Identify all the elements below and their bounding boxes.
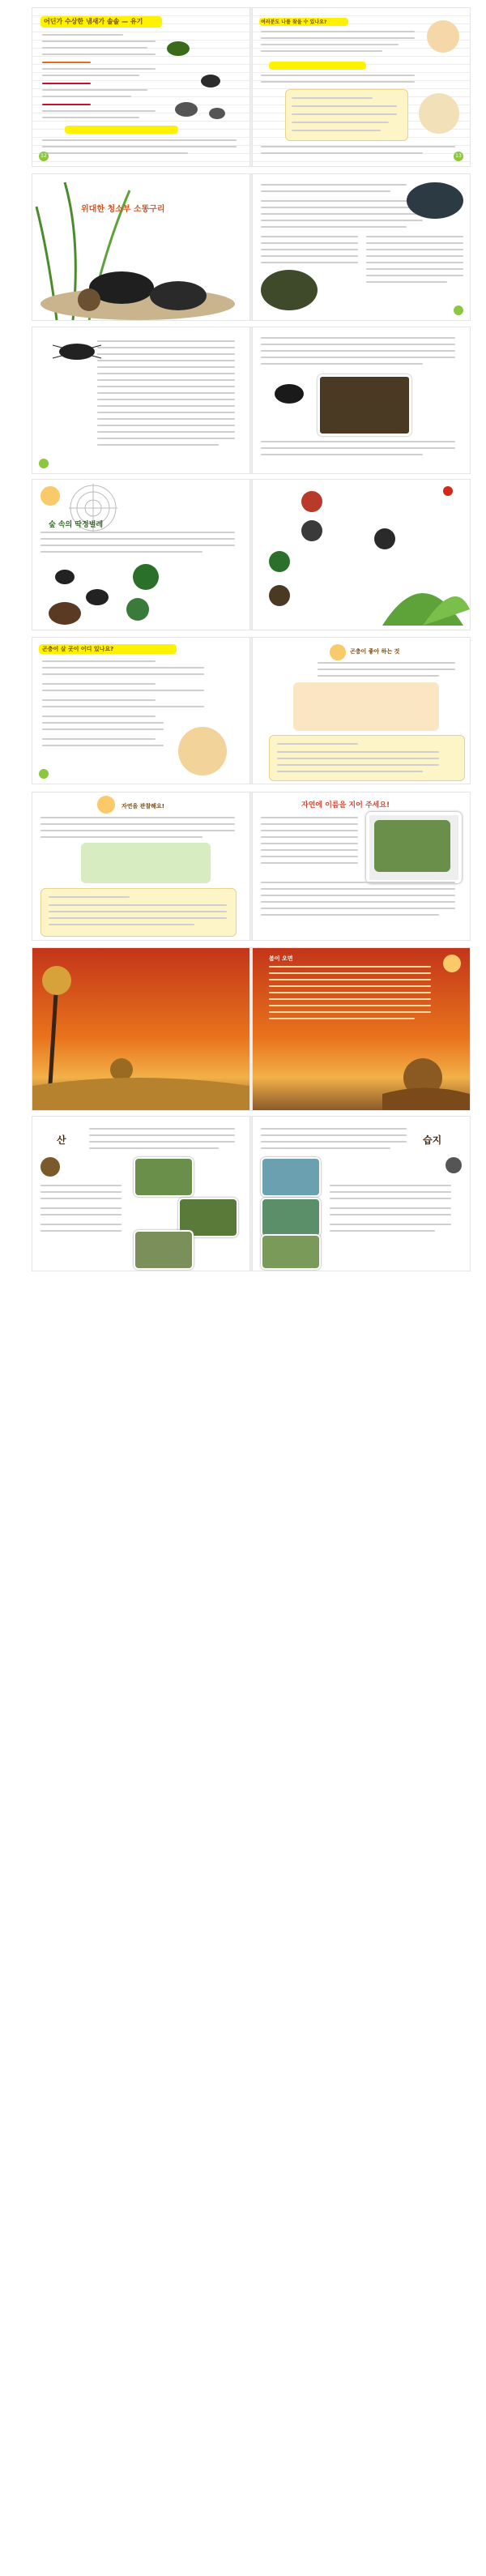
forest-floor-photo [318, 374, 411, 436]
child-writing-illustration [419, 93, 459, 134]
spread-6-left-page [32, 792, 249, 940]
page-number: 13 [454, 152, 463, 161]
spread-4-right-page [253, 480, 470, 630]
photo-frame-image [374, 820, 450, 872]
beetle-photo [261, 270, 318, 310]
beetle-specimen-photo [301, 491, 322, 512]
spread-7 [32, 948, 470, 1110]
spread-4 [32, 480, 470, 630]
leaf-illustration [374, 561, 470, 630]
spread-8-left-title: 산 [57, 1134, 66, 1146]
beetle-specimen-icon [49, 557, 235, 626]
beetle-specimen-photo [374, 528, 395, 549]
spread-3-left-page [32, 327, 249, 473]
spread-1-right-page [253, 8, 470, 166]
child-reading-illustration [427, 20, 459, 53]
spread-5-right-page [253, 638, 470, 784]
spread-6-right-title: 자연에 이름을 지어 주세요! [301, 801, 390, 810]
mountain-photo [134, 1230, 194, 1270]
tip-box [40, 888, 237, 937]
autumn-landscape-illustration [32, 948, 249, 1110]
spread-5-left-title: 곤충이 살 곳이 어디 있나요? [42, 646, 114, 652]
spread-7-left-page [32, 948, 249, 1110]
spread-8-left-page [32, 1117, 249, 1271]
spread-5 [32, 638, 470, 784]
spread-8-right-title: 습지 [423, 1134, 442, 1146]
stag-beetle-icon [269, 376, 309, 408]
snail-icon [446, 1157, 462, 1173]
spread-2 [32, 174, 470, 320]
spread-1-right-title: 여러분도 나를 찾을 수 있나요? [261, 19, 327, 25]
spread-7-right-heading: 봄이 오면 [269, 955, 293, 962]
beetle-photo [407, 182, 463, 219]
spread-3 [32, 327, 470, 473]
spread-8-right-page [253, 1117, 470, 1271]
child-character-icon [330, 644, 346, 660]
kids-at-table-illustration [293, 682, 439, 731]
spread-1 [32, 8, 470, 166]
child-character-icon [443, 955, 461, 972]
child-character-icon [97, 796, 115, 814]
spread-2-left-page [32, 174, 249, 320]
child-gardening-illustration [178, 727, 227, 775]
mountain-photo [134, 1157, 194, 1197]
tree-silhouette [382, 1045, 470, 1110]
ladybug-icon [443, 486, 453, 496]
child-character-icon [40, 486, 60, 506]
page-number: 12 [39, 152, 49, 161]
spread-1-note-banner [65, 126, 178, 134]
wetland-photo [261, 1234, 321, 1270]
spread-4-title: 숲 속의 딱정벌레 [49, 521, 104, 529]
chestnut-icon [40, 1157, 60, 1177]
spread-4-left-page [32, 480, 249, 630]
spread-3-right-page [253, 327, 470, 473]
spread-6-left-title: 자연을 관찰해요! [122, 803, 164, 810]
wetland-photo [261, 1198, 321, 1237]
spread-8 [32, 1117, 470, 1271]
dung-beetle-icon [150, 281, 207, 310]
beetle-specimen-photo [269, 585, 290, 606]
spread-1-left-page [32, 8, 249, 166]
beetle-specimen-photo [301, 520, 322, 541]
beetle-specimen-photo [269, 551, 290, 572]
spread-1-left-title: 어딘가 수상한 냄새가 솔솔 — 유기 [44, 18, 143, 25]
wetland-photo [261, 1157, 321, 1197]
grass-illustration [32, 174, 249, 320]
spread-2-title: 위대한 청소부 소똥구리 [81, 205, 165, 214]
spread-6 [32, 792, 470, 940]
spread-5-right-title: 곤충이 좋아 하는 것 [350, 648, 400, 655]
spread-7-right-page [253, 948, 470, 1110]
child-observing-illustration [81, 843, 211, 883]
spread-1-right-banner-2 [269, 62, 366, 70]
bug-illustration-icon [154, 32, 235, 130]
spread-6-right-page [253, 792, 470, 940]
spread-2-right-page [253, 174, 470, 320]
spread-5-left-page [32, 638, 249, 784]
